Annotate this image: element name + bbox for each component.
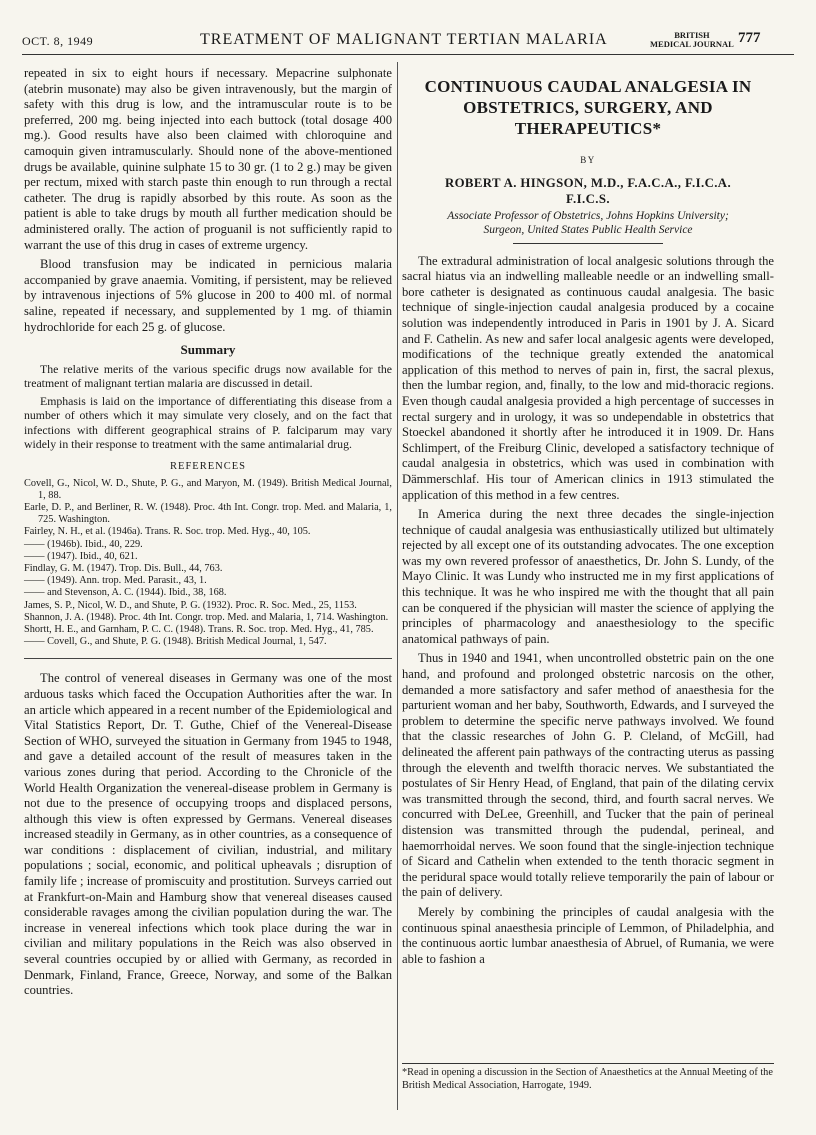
right-column: [402, 76, 774, 971]
reference-item: Shannon, J. A. (1948). Proc. 4th Int. Congr. trop. Med. and Malaria, 1, 714. Washington.: [24, 611, 389, 623]
article-paragraph: In America during the next three decades the single-injection technique of caudal analgesia was enthusiastically utilized but ultimately rejected by all except one of its outstanding advocates. The one exception was my own revered professor of anaesthetics, Dr. John S. Lundy, of the Mayo Clinic. It was Lundy who instructed me in my first applications of this technique. It was he who inspired me with the thought that all pain can be conquered if the physician will master the science of applying the principles of pharmacology and anaesthesiology to the specific anatomical pathways of pain.: [402, 507, 774, 646]
article-title: CONTINUOUS CAUDAL ANALGESIA IN OBSTETRICS, SURGERY, AND THERAPEUTICS*: [424, 77, 752, 138]
byline-label: BY: [580, 155, 596, 165]
section-divider: [24, 658, 392, 659]
reference-item: —— (1949). Ann. trop. Med. Parasit., 43, 1.: [24, 575, 207, 587]
journal-name: [650, 31, 734, 49]
affiliation-line-2: Surgeon, United States Public Health Service: [483, 223, 693, 236]
author-line-1: ROBERT A. HINGSON, M.D., F.A.C.A., F.I.C.A.: [444, 175, 732, 190]
author-name: [402, 175, 774, 207]
affiliation-line-1: Associate Professor of Obstetrics, Johns Hopkins University;: [447, 209, 729, 222]
running-header: [22, 28, 794, 55]
reference-item: —— Covell, G., and Shute, P. G. (1948). British Medical Journal, 1, 547.: [24, 636, 327, 648]
malaria-paragraph-1: repeated in six to eight hours if necessary. Mepacrine sulphonate (atebrin musonate) may also be given intravenously, but the margin of safety with this drug is low, and the intramuscular route is to be preferred, 200 mg. being injected into each buttock (total dosage 400 mg.). Good results have also been claimed with chloroquine and camoquin given intramuscularly. Should none of the above-mentioned drugs be available, quinine sulphate 15 to 30 gr. (1 to 2 g.) may be given per rectum, mixed with starch paste thin enough to run through a rectal catheter. The drug is rapidly absorbed by this route. As soon as the patient is able to take drugs by mouth all further medication should be administered orally. The action of proguanil is not sufficiently rapid to warrant the use of this drug in cases of extreme urgency.: [24, 66, 392, 252]
left-column: [24, 66, 392, 1003]
article-paragraph: The extradural administration of local analgesic solutions through the sacral hiatus via an indwelling malleable needle or an indwelling small-bore catheter is designated as continuous caudal analgesia. The basic technique of single-injection caudal analgesia produced by a cocaine solution was independently introduced in Paris in 1901 by J. A. Sicard and F. Cathelin. As new and safer local analgesic agents were developed, modifications of the technique greatly extended the anatomical application of this method to nerves of pain in, first, the sacral plexus, then the lumbar region, and, finally, to the low and mid-thoracic regions. Even though caudal analgesia provided a high percentage of successes in rectal surgery and in urology, it was so undependable in obstetrics that Stoeckel abandoned it shortly after he introduced it in 1909. Dr. Hans Schlimpert, of the Freiburg Clinic, developed a satisfactory technique of caudal analgesia in obstetrics, which was used in combination with Dämmerschlaf. His tour of American clinics in 1913 stimulated the application of this method in a few centres.: [402, 253, 774, 502]
journal-name-line2: MEDICAL JOURNAL: [650, 39, 734, 49]
venereal-disease-paragraph: The control of venereal diseases in Germany was one of the most arduous tasks which faced the Occupation Authorities after the war. In an article which appeared in a recent number of the Epidemiological and Vital Statistics Report, Dr. T. Guthe, Chief of the Venereal-Disease Section of WHO, surveyed the situation in Germany from 1945 to 1948, and gave a detailed account of the result of measures taken in the various zones during that period. According to the Chronicle of the World Health Organization the venereal-disease problem in Germany is not due to the presence of occupying troops and displaced persons, although this view is often expressed by Germans. Venereal diseases increased steadily in Germany, as in other countries, as a consequence of war conditions : displacement of civilian, industrial, and military populations ; social, economic, and political upheavals ; disruption of family life ; increase of promiscuity and prostitution. Surveys carried out at Frankfurt-on-Main and Hamburg show that venereal diseases caused considerable ravages among the civilian population during the war. The increase in venereal infections which took place during the war in civilian and military populations in the Reich was also observed in several countries occupied by or allied with Germany, as recorded in Denmark, Finland, France, Greece, Norway, and some of the Balkan countries.: [24, 671, 392, 998]
summary-heading: Summary: [180, 342, 236, 358]
page-number: 777: [738, 30, 761, 46]
reference-item: Covell, G., Nicol, W. D., Shute, P. G., and Maryon, M. (1949). British Medical Journal, 1, 88.: [24, 477, 392, 501]
running-title: TREATMENT OF MALIGNANT TERTIAN MALARIA: [200, 31, 608, 48]
malaria-paragraph-2: Blood transfusion may be indicated in pernicious malaria accompanied by grave anaemia. Vomiting, if persistent, may be relieved by intravenous injections of 5% glucose in 200 to 400 ml. of normal saline, repeated if necessary, and supplemented by 1 mg. of thiamin hydrochloride for each 25 g. of glucose.: [24, 257, 392, 334]
summary-paragraph-2: Emphasis is laid on the importance of differentiating this disease from a number of others which it may simulate very closely, and on the fact that infections with different geographical strains of P. falciparum may vary widely in their response to treatment with the same antimalarial drug.: [24, 394, 392, 451]
article-paragraph: Merely by combining the principles of caudal analgesia with the continuous spinal anaesthesia principle of Lemmon, of Philadelphia, and the continuous aortic lumbar anaesthesia of Abruel, of Rumania, we were able to fashion a: [402, 904, 774, 966]
reference-item: Shortt, H. E., and Garnham, P. C. C. (1948). Trans. R. Soc. trop. Med. Hyg., 41, 785.: [24, 623, 374, 635]
summary-paragraph-1: The relative merits of the various specific drugs now available for the treatment of malignant tertian malaria are discussed in detail.: [24, 361, 392, 390]
reference-item: —— (1947). Ibid., 40, 621.: [24, 550, 138, 562]
reference-item: —— and Stevenson, A. C. (1944). Ibid., 38, 168.: [24, 587, 227, 599]
author-affiliation: [402, 209, 774, 237]
author-line-2: F.I.C.S.: [566, 191, 610, 206]
summary-section: [24, 362, 392, 451]
title-rule: [513, 243, 663, 244]
references-list: [24, 478, 392, 649]
reference-item: Findlay, G. M. (1947). Trop. Dis. Bull., 44, 763.: [24, 562, 223, 574]
footnote: *Read in opening a discussion in the Section of Anaesthetics at the Annual Meeting of the British Medical Association, Harrogate, 1949.: [402, 1063, 774, 1092]
reference-item: Earle, D. P., and Berliner, R. W. (1948). Proc. 4th Int. Congr. trop. Med. and Malaria, 1, 725. Washington.: [24, 501, 392, 526]
issue-date: OCT. 8, 1949: [22, 34, 94, 48]
reference-item: James, S. P., Nicol, W. D., and Shute, P. G. (1932). Proc. R. Soc. Med., 25, 1153.: [24, 599, 357, 611]
reference-item: —— (1946b). Ibid., 40, 229.: [24, 538, 143, 550]
article-paragraph: Thus in 1940 and 1941, when uncontrolled obstetric pain on the one hand, and profound and prolonged obstetric narcosis on the other, demanded a more satisfactory and safer method of anaesthesia for the parturient woman and her baby, Southworth, Edwards, and I surveyed the problem to determine the specific nerve pathways involved. We found that the classic researches of John G. P. Cleland, of McGill, had delineated the afferent pain pathways of the contracting uterus as passing through the eleventh and twelfth thoracic nerves. We substantiated the postulates of Sir Henry Head, of England, that pain of the dilating cervix was transmitted through the second, third, and fourth sacral nerves. We concurred with DeLee, Greenhill, and Tucker that the pain of perineal distension was transmitted through the pudendal, perineal, and haemorrhoidal nerves. We soon found that the single-injection technique of Sicard and Cathelin when extended to the tenth thoracic segment in the peridural space would totally relieve temporarily the pain of labour or the pain of delivery.: [402, 651, 774, 900]
column-divider: [397, 62, 398, 1110]
references-heading: REFERENCES: [170, 460, 246, 472]
reference-item: Fairley, N. H., et al. (1946a). Trans. R. Soc. trop. Med. Hyg., 40, 105.: [24, 526, 311, 538]
journal-name-line1: BRITISH: [674, 30, 710, 40]
